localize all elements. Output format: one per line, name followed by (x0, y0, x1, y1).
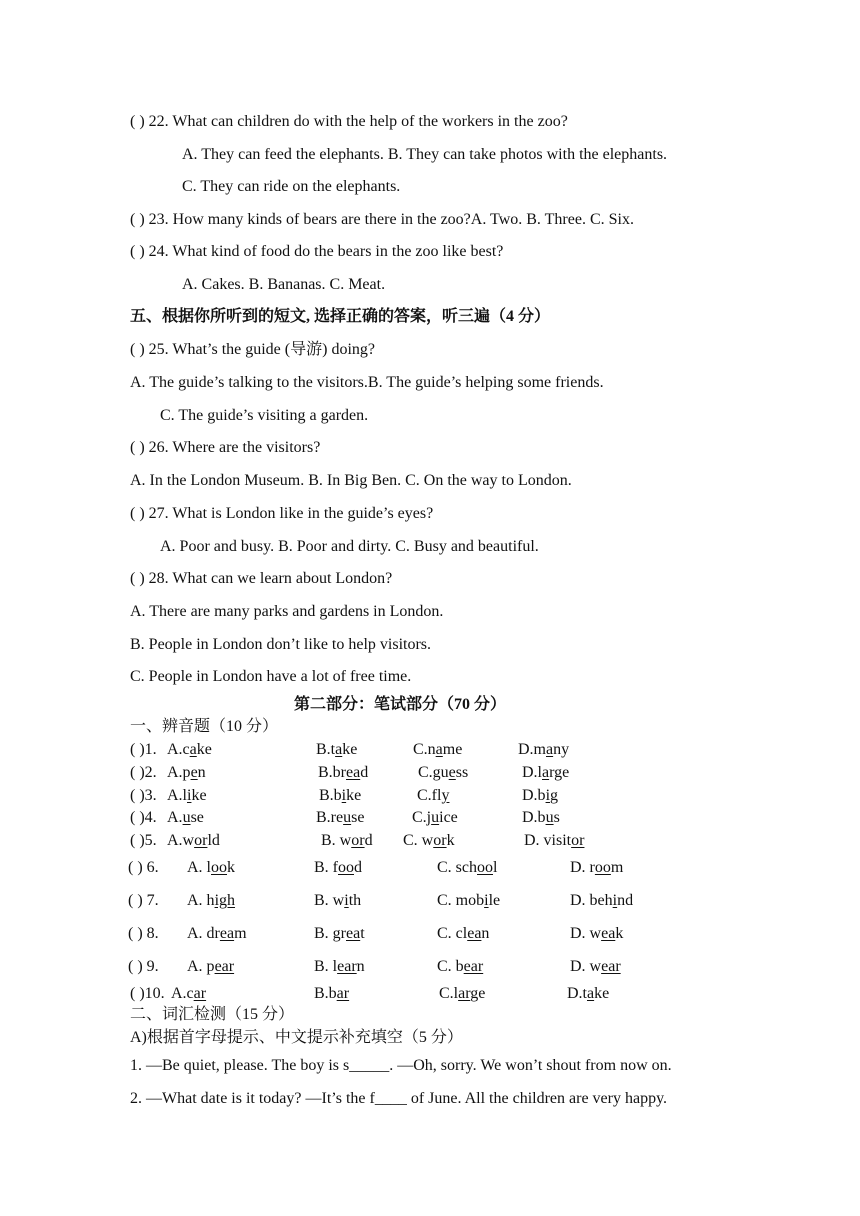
option-prefix: C. b (437, 958, 464, 975)
underlined-letters: ar (458, 985, 471, 1002)
option-suffix: rge (549, 764, 570, 781)
underlined-letters: ea (219, 925, 235, 942)
phonetics-option (570, 858, 623, 878)
phonetics-option (321, 831, 373, 851)
option-suffix: ice (439, 809, 458, 826)
phonetics-option (319, 786, 361, 806)
phonetics-option (522, 763, 569, 783)
q25-options-line2: C. The guide’s visiting a garden. (160, 407, 369, 424)
phonetics-option (314, 891, 361, 911)
phonetics-option (518, 740, 569, 760)
phonetics-option (437, 891, 500, 911)
option-prefix: D.l (522, 764, 542, 781)
phonetics-row-number: ( ) 9. (128, 958, 159, 975)
q28-option-a: A. There are many parks and gardens in London. (130, 603, 444, 620)
underlined-letters: i (187, 787, 192, 804)
phonetics-option (187, 957, 234, 977)
option-prefix: D. w (570, 925, 602, 942)
underlined-letters: a (189, 741, 197, 758)
underlined-letters: u (545, 809, 554, 826)
phonetics-option (187, 858, 235, 878)
option-suffix: m (234, 925, 247, 942)
underlined-letters: i (341, 787, 347, 804)
q27-options: A. Poor and busy. B. Poor and dirty. C. Busy and beautiful. (160, 538, 539, 555)
option-prefix: B. w (321, 832, 352, 849)
phonetics-row-number: ( ) 8. (128, 925, 159, 942)
q28-stem: ( ) 28. What can we learn about London? (130, 570, 393, 587)
phonetics-option (418, 763, 468, 783)
option-prefix: D. visit (524, 832, 572, 849)
underlined-letters: u (343, 809, 352, 826)
option-prefix: B.b (314, 985, 337, 1002)
option-suffix: k (227, 859, 235, 876)
phonetics-option (403, 831, 455, 851)
option-suffix: k (446, 832, 455, 849)
option-suffix: m (610, 859, 624, 876)
underlined-letters: or (433, 832, 447, 849)
underlined-letters: oo (477, 859, 493, 876)
q28-option-b: B. People in London don’t like to help visitors. (130, 636, 432, 653)
underlined-letters: u (182, 809, 191, 826)
underlined-letters: or (351, 832, 365, 849)
q22-options-line2: C. They can ride on the elephants. (182, 178, 401, 195)
phonetics-row-number: ( ) 6. (128, 859, 159, 876)
option-prefix: A.p (167, 764, 191, 781)
q22-options-line1: A. They can feed the elephants. B. They can take photos with the elephants. (182, 146, 668, 163)
phonetics-option (314, 858, 362, 878)
phonetics-option (417, 786, 449, 806)
underlined-letters: oo (211, 859, 227, 876)
underlined-letters: i (545, 787, 551, 804)
underlined-letters: or (194, 832, 208, 849)
option-suffix: ss (455, 764, 469, 781)
option-suffix: ke (346, 787, 362, 804)
q27-stem: ( ) 27. What is London like in the guide’s eyes? (130, 505, 434, 522)
phonetics-option (412, 808, 458, 828)
option-suffix: se (190, 809, 204, 826)
option-prefix: D.m (518, 741, 546, 758)
underlined-letters: ar (193, 985, 207, 1002)
q26-stem: ( ) 26. Where are the visitors? (130, 439, 321, 456)
option-suffix: s (553, 809, 560, 826)
phonetics-row-number: ( )5. (130, 832, 157, 849)
phonetics-option (314, 957, 365, 977)
q24-stem: ( ) 24. What kind of food do the bears in the zoo like best? (130, 243, 504, 260)
option-prefix: A. p (187, 958, 215, 975)
option-prefix: D. w (570, 958, 602, 975)
option-prefix: B.br (318, 764, 346, 781)
option-prefix: B.b (319, 787, 342, 804)
option-prefix: A.w (167, 832, 195, 849)
option-suffix: k (615, 925, 624, 942)
option-prefix: D.t (567, 985, 587, 1002)
option-prefix: A.c (167, 741, 190, 758)
phonetics-option (167, 808, 204, 828)
phonetics-option (316, 808, 364, 828)
underlined-letters: i (344, 892, 349, 909)
option-prefix: D. r (570, 859, 595, 876)
vocab-q1: 1. —Be quiet, please. The boy is s_____. —Oh, sorry. We won’t shout from now on. (130, 1057, 672, 1074)
option-suffix: th (348, 892, 362, 909)
phonetics-option (522, 786, 558, 806)
option-suffix: ny (553, 741, 570, 758)
option-prefix: C.l (439, 985, 459, 1002)
underlined-letters: igh (214, 892, 236, 909)
phonetics-row-number: ( )2. (130, 764, 157, 781)
part2-title: 第二部分：笔试部分（70 分） (293, 696, 506, 713)
option-prefix: A. h (187, 892, 215, 909)
q23-line: ( ) 23. How many kinds of bears are there in the zoo?A. Two. B. Three. C. Six. (130, 211, 634, 228)
option-suffix: se (351, 809, 365, 826)
phonetics-option (437, 924, 489, 944)
underlined-letters: ear (337, 958, 357, 975)
vocab-sub-a: A)根据首字母提示、中文提示补充填空（5 分） (130, 1029, 463, 1046)
underlined-letters: e (190, 764, 198, 781)
underlined-letters: a (546, 741, 554, 758)
q28-option-c: C. People in London have a lot of free time. (130, 668, 412, 685)
q24-options: A. Cakes. B. Bananas. C. Meat. (182, 276, 386, 293)
option-prefix: B.t (316, 741, 336, 758)
option-prefix: D. beh (570, 892, 613, 909)
option-prefix: C. w (403, 832, 434, 849)
option-prefix: C.n (413, 741, 436, 758)
phonetics-row-number: ( )10. (130, 985, 165, 1002)
underlined-letters: oo (594, 859, 611, 876)
phonetics-option (524, 831, 584, 851)
phonetics-option (171, 984, 206, 1004)
phonetics-option (413, 740, 462, 760)
phonetics-option (437, 858, 497, 878)
option-suffix: n (481, 925, 490, 942)
option-prefix: C. cl (437, 925, 468, 942)
phonetics-option (570, 924, 623, 944)
option-suffix: d (354, 859, 362, 876)
option-prefix: B. l (314, 958, 338, 975)
option-suffix: ke (191, 787, 207, 804)
q25-options-line1: A. The guide’s talking to the visitors.B. The guide’s helping some friends. (130, 374, 604, 391)
underlined-letters: e (448, 764, 456, 781)
underlined-letters: i (612, 892, 618, 909)
option-prefix: A. dr (187, 925, 220, 942)
option-prefix: C. sch (437, 859, 477, 876)
underlined-letters: y (441, 787, 450, 804)
vocab-heading: 二、词汇检测（15 分） (130, 1006, 295, 1023)
option-prefix: C.fl (417, 787, 442, 804)
phonetics-option (437, 957, 483, 977)
underlined-letters: ea (346, 925, 361, 942)
underlined-letters: ear (601, 958, 621, 975)
option-prefix: A.l (167, 787, 187, 804)
option-prefix: A.c (171, 985, 194, 1002)
option-prefix: C. mob (437, 892, 485, 909)
phonetics-option (570, 957, 621, 977)
option-suffix: me (442, 741, 463, 758)
option-prefix: B. gr (314, 925, 346, 942)
phonetics-option (314, 924, 365, 944)
underlined-letters: a (435, 741, 443, 758)
phonetics-option (187, 924, 247, 944)
underlined-letters: a (542, 764, 550, 781)
option-suffix: n (356, 958, 365, 975)
phonetics-row-number: ( )3. (130, 787, 157, 804)
q25-stem: ( ) 25. What’s the guide (导游) doing? (130, 341, 375, 358)
option-suffix: d (364, 832, 373, 849)
phonetics-option (570, 891, 633, 911)
phonetics-option (439, 984, 485, 1004)
phonetics-option (318, 763, 368, 783)
option-prefix: B. w (314, 892, 345, 909)
underlined-letters: ear (463, 958, 484, 975)
phonetics-option (316, 740, 357, 760)
underlined-letters: ea (601, 925, 616, 942)
phonetics-option (167, 740, 212, 760)
phonetics-heading: 一、辨音题（10 分） (130, 718, 279, 735)
underlined-letters: a (587, 985, 595, 1002)
underlined-letters: or (571, 832, 585, 849)
option-suffix: nd (617, 892, 634, 909)
phonetics-option (314, 984, 349, 1004)
option-suffix: ld (207, 832, 220, 849)
underlined-letters: ea (346, 764, 361, 781)
option-prefix: B.re (316, 809, 344, 826)
option-suffix: n (197, 764, 206, 781)
option-suffix: t (360, 925, 365, 942)
section5-heading: 五、根据你所听到的短文, 选择正确的答案，听三遍（4 分） (130, 308, 551, 325)
q22-stem: ( ) 22. What can children do with the help of the workers in the zoo? (130, 113, 568, 130)
q26-options: A. In the London Museum. B. In Big Ben. C. On the way to London. (130, 472, 572, 489)
option-suffix: l (493, 859, 498, 876)
underlined-letters: u (431, 809, 440, 826)
underlined-letters: ear (214, 958, 235, 975)
option-suffix: ke (342, 741, 358, 758)
underlined-letters: i (484, 892, 489, 909)
option-suffix: ke (196, 741, 212, 758)
vocab-q2: 2. —What date is it today? —It’s the f____ of June. All the children are very happy. (130, 1090, 668, 1107)
option-prefix: A. (167, 809, 183, 826)
phonetics-row-number: ( ) 7. (128, 892, 159, 909)
option-suffix: le (488, 892, 501, 909)
phonetics-row-number: ( )4. (130, 809, 157, 826)
underlined-letters: ar (336, 985, 350, 1002)
option-prefix: B. f (314, 859, 338, 876)
option-suffix: g (550, 787, 559, 804)
phonetics-row-number: ( )1. (130, 741, 157, 758)
option-suffix: ge (470, 985, 486, 1002)
phonetics-option (167, 786, 207, 806)
option-prefix: A. l (187, 859, 211, 876)
phonetics-option (167, 831, 220, 851)
underlined-letters: a (335, 741, 343, 758)
option-suffix: d (360, 764, 369, 781)
underlined-letters: oo (338, 859, 354, 876)
option-prefix: C.j (412, 809, 432, 826)
underlined-letters: ea (467, 925, 482, 942)
phonetics-option (167, 763, 206, 783)
option-prefix: D.b (522, 809, 546, 826)
option-prefix: C.gu (418, 764, 449, 781)
option-prefix: D.b (522, 787, 546, 804)
phonetics-option (567, 984, 609, 1004)
option-suffix: ke (594, 985, 610, 1002)
phonetics-option (522, 808, 560, 828)
phonetics-option (187, 891, 235, 911)
